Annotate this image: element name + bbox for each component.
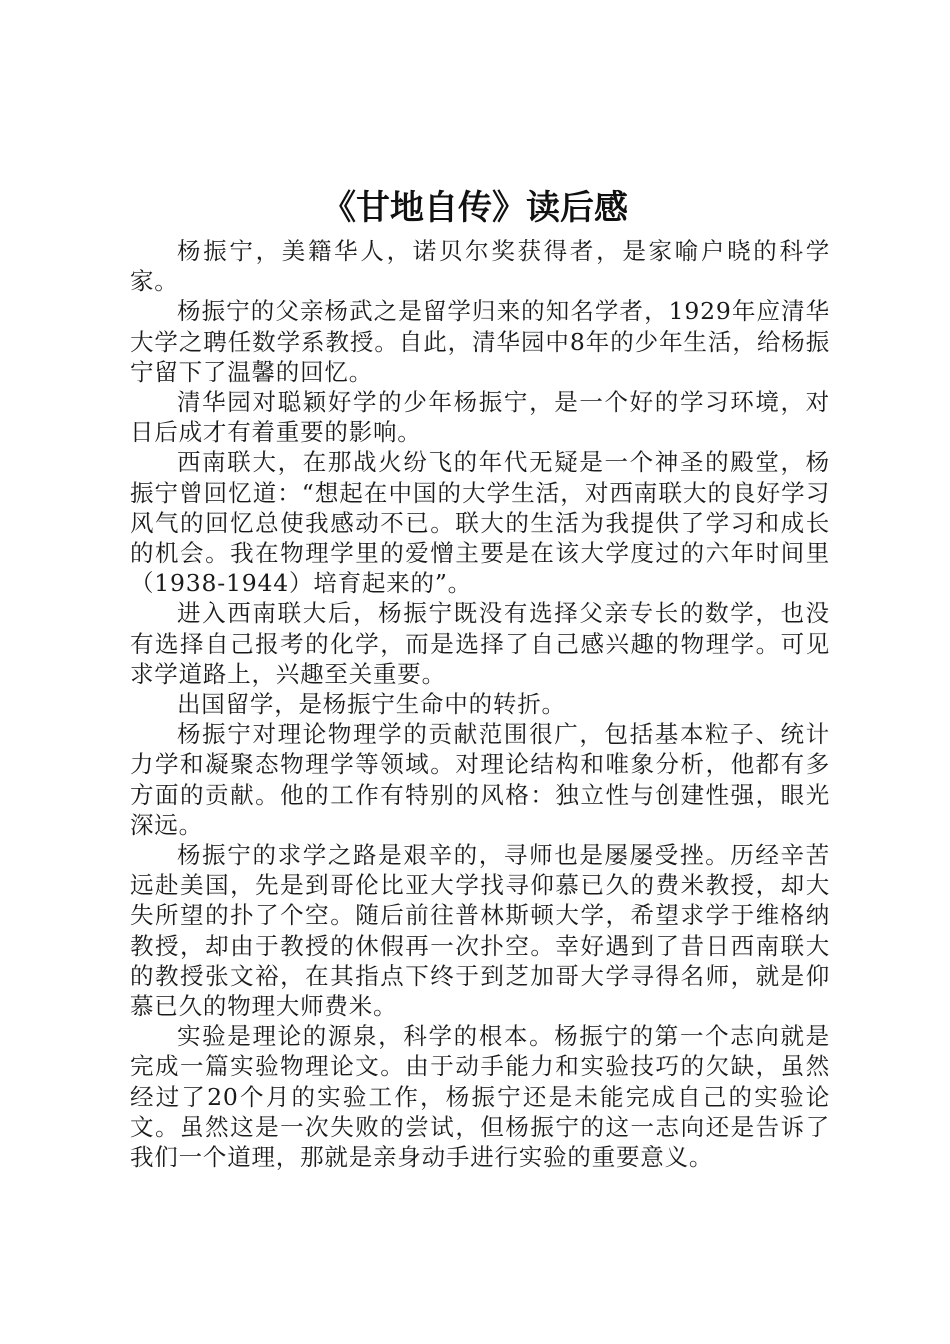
paragraph: 实验是理论的源泉，科学的根本。杨振宁的第一个志向就是完成一篇实验物理论文。由于动手能力和实验技巧的欠缺，虽然经过了20个月的实验工作，杨振宁还是未能完成自己的实验论文。虽然这是一次失败的尝试，但杨振宁的这一志向还是告诉了我们一个道理，那就是亲身动手进行实验的重要意义。 [130,1022,830,1172]
document-title: 《甘地自传》读后感 [322,188,628,228]
paragraph: 杨振宁的求学之路是艰辛的，寻师也是屡屡受挫。历经辛苦远赴美国，先是到哥伦比亚大学找寻仰慕已久的费米教授，却大失所望的扑了个空。随后前往普林斯顿大学，希望求学于维格纳教授，却由于教授的休假再一次扑空。幸好遇到了昔日西南联大的教授张文裕，在其指点下终于到芝加哥大学寻得名师，就是仰慕已久的物理大师费米。 [130,841,830,1021]
paragraph: 杨振宁对理论物理学的贡献范围很广，包括基本粒子、统计力学和凝聚态物理学等领域。对理论结构和唯象分析，他都有多方面的贡献。他的工作有特别的风格：独立性与创建性强，眼光深远。 [130,720,830,839]
paragraph: 清华园对聪颖好学的少年杨振宁，是一个好的学习环境，对日后成才有着重要的影响。 [130,388,830,447]
paragraph: 杨振宁的父亲杨武之是留学归来的知名学者，1929年应清华大学之聘任数学系教授。自此，清华园中8年的少年生活，给杨振宁留下了温馨的回忆。 [130,297,830,386]
paragraph: 西南联大，在那战火纷飞的年代无疑是一个神圣的殿堂，杨振宁曾回忆道：“想起在中国的大学生活，对西南联大的良好学习风气的回忆总使我感动不已。联大的生活为我提供了学习和成长的机会。我在物理学里的爱憎主要是在该大学度过的六年时间里（1938-1944）培育起来的”。 [130,448,830,598]
paragraph: 进入西南联大后，杨振宁既没有选择父亲专长的数学，也没有选择自己报考的化学，而是选择了自己感兴趣的物理学。可见求学道路上，兴趣至关重要。 [130,599,830,688]
paragraph: 出国留学，是杨振宁生命中的转折。 [177,690,566,719]
paragraph: 杨振宁，美籍华人，诺贝尔奖获得者，是家喻户晓的科学家。 [130,237,830,296]
document-body [130,236,830,1172]
